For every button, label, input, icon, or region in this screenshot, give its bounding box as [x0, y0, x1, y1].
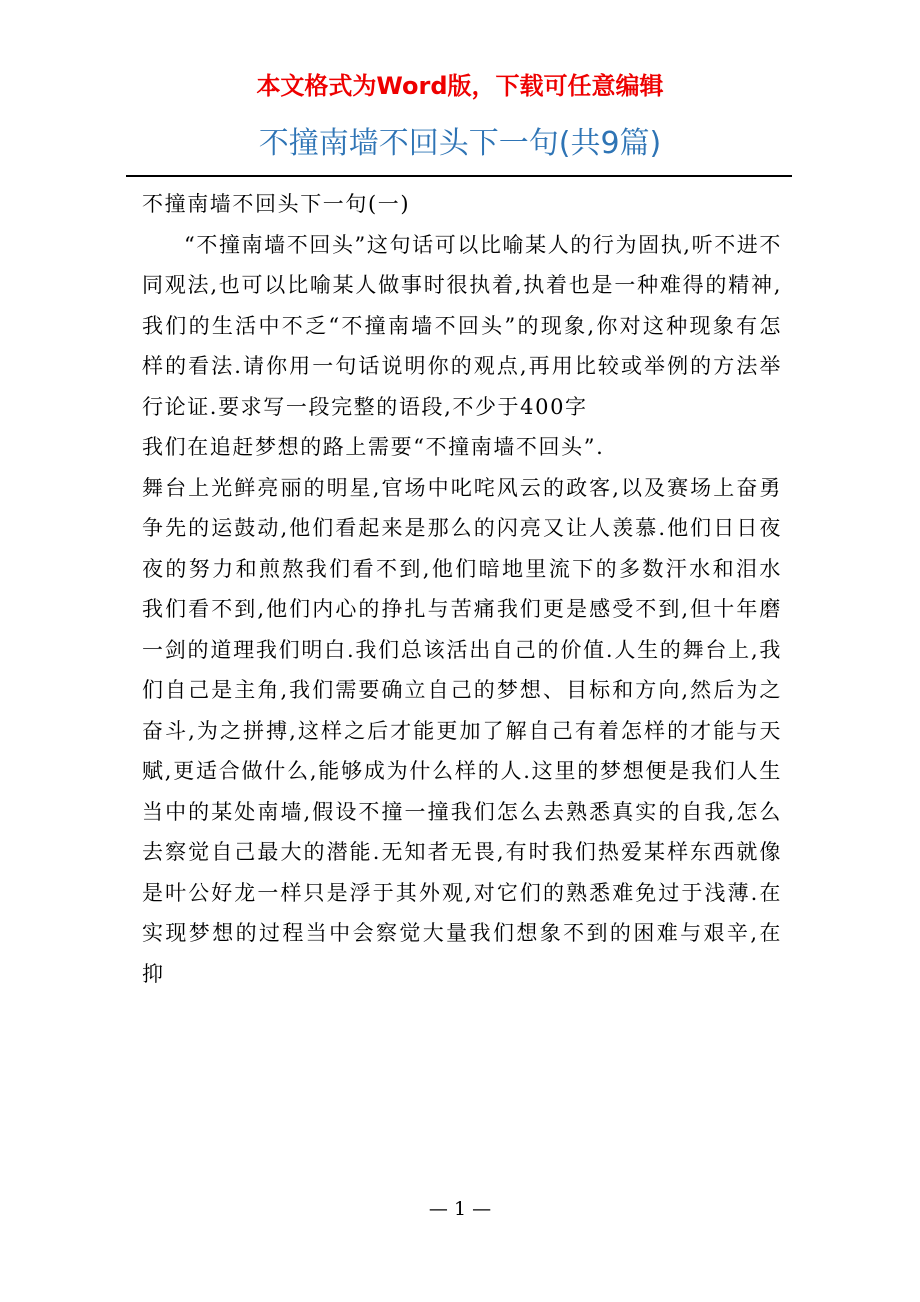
document-title: 不撞南墙不回头下一句(共9篇) [258, 126, 662, 161]
format-notice-banner: 本文格式为Word版，下载可任意编辑 [256, 72, 664, 100]
title-divider [126, 175, 792, 177]
section-heading: 不撞南墙不回头下一句(一) [142, 192, 411, 216]
essay-paragraph: 舞台上光鲜亮丽的明星,官场中叱咤风云的政客,以及赛场上奋勇争先的运鼓动,他们看起来是那么的闪亮又让人羡慕.他们日日夜夜的努力和煎熬我们看不到,他们暗地里流下的多数汗水和泪水我们看不到,他们内心的挣扎与苦痛我们更是感受不到,但十年磨一剑的道理我们明白.我们总该活出自己的价值.人生的舞台上,我们自己是主角,我们需要确立自己的梦想、目标和方向,然后为之奋斗,为之拼搏,这样之后才能更加了解自己有着怎样的才能与天赋,更适合做什么,能够成为什么样的人.这里的梦想便是我们人生当中的某处南墙,假设不撞一撞我们怎么去熟悉真实的自我,怎么去察觉自己最大的潜能.无知者无畏,有时我们热爱某样东西就像是叶公好龙一样只是浮于其外观,对它们的熟悉难免过于浅薄.在实现梦想的过程当中会察觉大量我们想象不到的困难与艰辛,在抑 [142, 475, 782, 986]
page-number: — 1 — [428, 1198, 492, 1220]
document-body [142, 184, 782, 994]
prompt-paragraph: “不撞南墙不回头”这句话可以比喻某人的行为固执,听不进不同观法,也可以比喻某人做事时很执着,执着也是一种难得的精神,我们的生活中不乏“不撞南墙不回头”的现象,你对这种现象有怎样的看法.请你用一句话说明你的观点,再用比较或举例的方法举行论证.要求写一段完整的语段,不少于400字 [142, 232, 782, 419]
thesis-paragraph: 我们在追赶梦想的路上需要“不撞南墙不回头”. [142, 435, 605, 459]
